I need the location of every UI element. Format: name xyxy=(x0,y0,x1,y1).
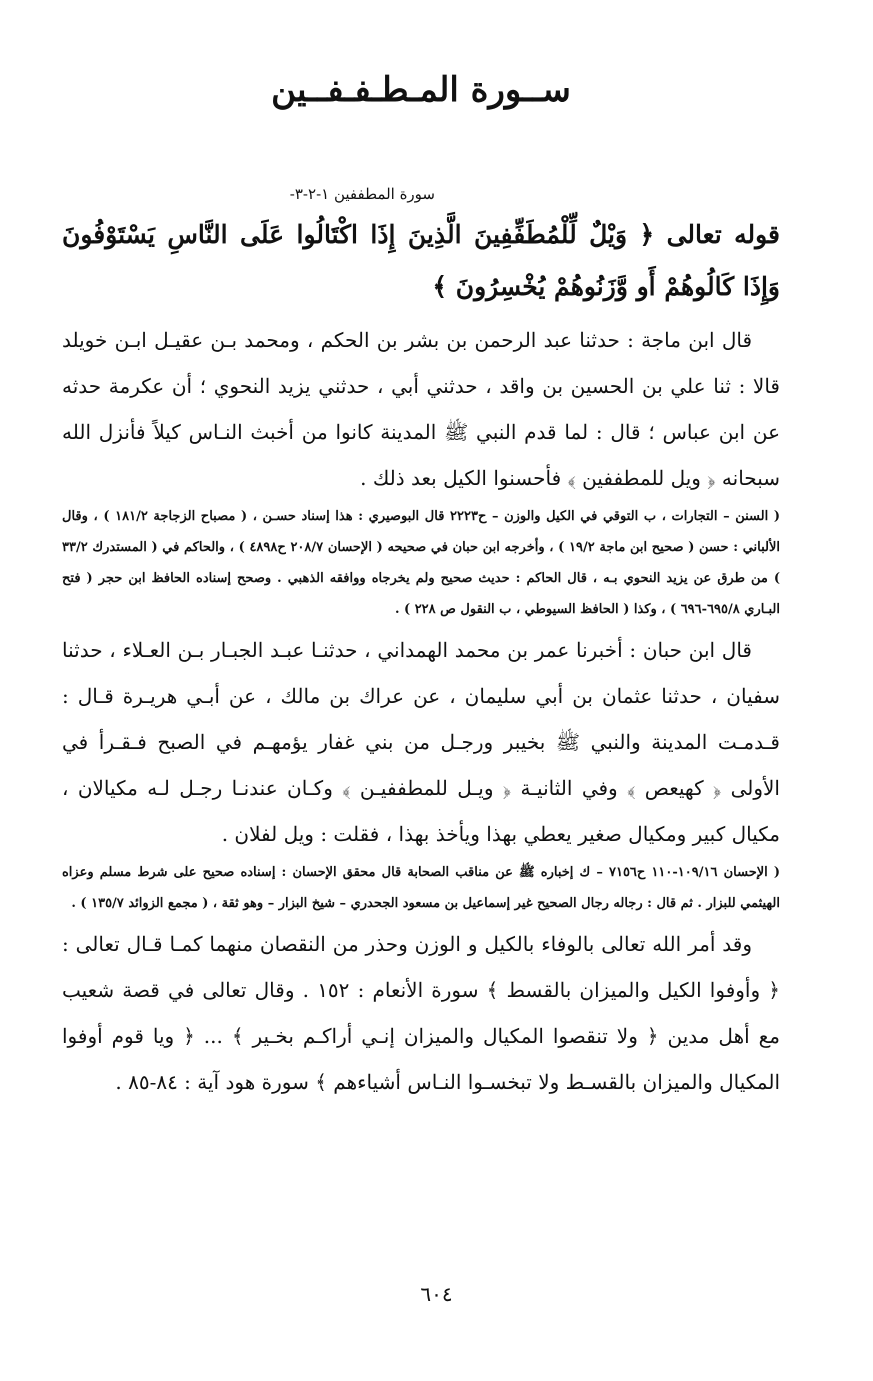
page-number: ٦٠٤ xyxy=(420,1282,453,1306)
hadith-paragraph-ibn-majah: قال ابن ماجة : حدثنا عبد الرحمن بن بشر بن الحكم ، ومحمد بـن عقيـل ابـن خويلد قالا : ثنا علي بن الحسين بن واقد ، حدثني أبي ، حدثني يزيد النحوي ؛ أن عكرمة حدثه عن ابن عباس ؛ قال : لما قدم النبي ﷺ المدينة كانوا من أخبث النـاس كيلاً فأنزل الله سبحانه ﴿ ويل للمطففين ﴾ فأحسنوا الكيل بعد ذلك . xyxy=(62,327,780,490)
footnote-takhrij-1: ( السنن – التجارات ، ب التوقي في الكيل والوزن – ح٢٢٢٣ قال البوصيري : هذا إسناد حسـن ، ( مصباح الزجاجة ١٨١/٢ ) ، وقال الألباني : حسن ( صحيح ابن ماجة ١٩/٢ ) ، وأخرجه ابن حبان في صحيحه ( الإحسان ٢٠٨/٧ ح٤٨٩٨ ) ، والحاكم في ( المستدرك ٣٣/٢ ) من طرق عن يزيد النحوي بـه ، قال الحاكم : حديث صحيح ولم يخرجاه ووافقه الذهبي . وصحح إسناده الحافظ ابن حجر ( فتح البـاري ٦٩٥/٨-٦٩٦ ) ، وكذا ( الحافظ السيوطي ، ب النقول ص ٢٢٨ ) . xyxy=(62,508,781,617)
commentary-paragraph: وقد أمر الله تعالى بالوفاء بالكيل و الوزن وحذر من النقصان منهما كمـا قـال تعالى : ﴿ وأوفوا الكيل والميزان بالقسط ﴾ سورة الأنعام : ١٥٢ . وقال تعالى في قصة شعيب مع أهل مدين ﴿ ولا تنقصوا المكيال والميزان إنـي أراكـم بخـير ﴾ ... ﴿ ويا قوم أوفوا المكيال والميزان بالقسـط ولا تبخسـوا النـاس أشياءهم ﴾ سورة هود آية : ٨٤-٨٥ . xyxy=(62,931,781,1094)
page-body xyxy=(62,70,780,1105)
verse-reference: سورة المطففين ١-٢-٣- xyxy=(289,184,435,203)
quran-verse: قوله تعالى ﴿ وَيْلٌ لِّلْمُطَفِّفِينَ الَّذِينَ إِذَا اكْتَالُوا عَلَى النَّاسِ يَسْتَوْفُونَ وَإِذَا كَالُوهُمْ أَو وَّزَنُوهُمْ يُخْسِرُونَ ﴾ xyxy=(62,219,780,301)
surah-title: ســورة المـطـفـفــين xyxy=(271,70,571,110)
hadith-paragraph-ibn-hibban: قال ابن حبان : أخبرنا عمر بن محمد الهمداني ، حدثنـا عبـد الجبـار بـن العـلاء ، حدثنا سفيان ، حدثنا عثمان بن أبي سليمان ، عن عراك بن مالك ، عن أبـي هريـرة قـال : قـدمـت المدينة والنبي ﷺ بخيبر ورجـل من بني غفار يؤمهـم في الصبح فـقـرأ في الأولى ﴿ كهيعص ﴾ وفي الثانيـة ﴿ ويـل للمطففيـن ﴾ وكـان عندنـا رجـل لـه مكيالان ، مكيال كبير ومكيال صغير يعطي بهذا ويأخذ بهذا ، فقلت : ويل لفلان . xyxy=(62,637,780,846)
footnote-takhrij-2: ( الإحسان ١٠٩/١٦-١١٠ ح٧١٥٦ – ك إخباره ﷺ عن مناقب الصحابة قال محقق الإحسان : إسناده صحيح على شرط مسلم وعزاه الهيثمي للبزار . ثم قال : رجاله رجال الصحيح غير إسماعيل بن مسعود الجحدري – شيخ البزار – وهو ثقة ، ( مجمع الزوائد ١٣٥/٧ ) . xyxy=(62,864,781,911)
